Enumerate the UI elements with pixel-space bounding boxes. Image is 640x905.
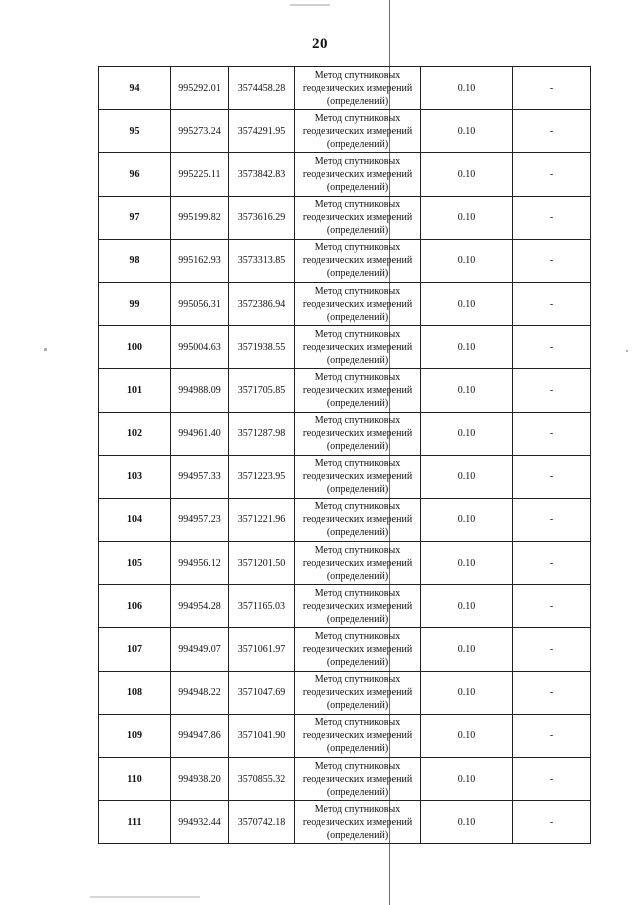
point-number-cell: 100 <box>99 326 171 369</box>
y-coordinate-cell: 3571061.97 <box>229 628 295 671</box>
method-line: геодезических измерений <box>302 384 413 396</box>
method-line: Метод спутниковых <box>314 803 401 815</box>
accuracy-cell: 0.10 <box>421 196 513 239</box>
accuracy-cell: 0.10 <box>421 628 513 671</box>
method-cell <box>295 801 421 844</box>
table-row <box>99 801 591 844</box>
point-number-cell: 99 <box>99 282 171 325</box>
y-coordinate-cell: 3571938.55 <box>229 326 295 369</box>
table-row <box>99 369 591 412</box>
method-line: геодезических измерений <box>302 341 413 353</box>
note-cell: - <box>513 628 591 671</box>
accuracy-cell: 0.10 <box>421 369 513 412</box>
point-number-cell: 104 <box>99 498 171 541</box>
x-coordinate-cell: 995004.63 <box>171 326 229 369</box>
y-coordinate-cell: 3572386.94 <box>229 282 295 325</box>
accuracy-cell: 0.10 <box>421 412 513 455</box>
y-coordinate-cell: 3571705.85 <box>229 369 295 412</box>
x-coordinate-cell: 995273.24 <box>171 110 229 153</box>
accuracy-cell: 0.10 <box>421 758 513 801</box>
method-line: Метод спутниковых <box>314 501 401 513</box>
table-row <box>99 542 591 585</box>
scan-speck <box>90 896 200 898</box>
method-line: Метод спутниковых <box>314 199 401 211</box>
x-coordinate-cell: 995056.31 <box>171 282 229 325</box>
method-line: Метод спутниковых <box>314 587 401 599</box>
method-line: геодезических измерений <box>302 255 413 267</box>
note-cell: - <box>513 196 591 239</box>
y-coordinate-cell: 3571221.96 <box>229 498 295 541</box>
point-number-cell: 94 <box>99 67 171 110</box>
point-number-cell: 103 <box>99 455 171 498</box>
table-row <box>99 110 591 153</box>
method-line: (определений) <box>326 268 389 280</box>
x-coordinate-cell: 994947.86 <box>171 714 229 757</box>
method-cell <box>295 239 421 282</box>
note-cell: - <box>513 758 591 801</box>
note-cell: - <box>513 110 591 153</box>
accuracy-cell: 0.10 <box>421 282 513 325</box>
y-coordinate-cell: 3573616.29 <box>229 196 295 239</box>
note-cell: - <box>513 369 591 412</box>
method-line: Метод спутниковых <box>314 760 401 772</box>
method-line: (определений) <box>326 484 389 496</box>
method-line: геодезических измерений <box>302 730 413 742</box>
method-line: (определений) <box>326 527 389 539</box>
x-coordinate-cell: 995162.93 <box>171 239 229 282</box>
method-cell <box>295 628 421 671</box>
method-cell <box>295 282 421 325</box>
note-cell: - <box>513 542 591 585</box>
x-coordinate-cell: 994957.23 <box>171 498 229 541</box>
point-number-cell: 97 <box>99 196 171 239</box>
accuracy-cell: 0.10 <box>421 542 513 585</box>
y-coordinate-cell: 3571201.50 <box>229 542 295 585</box>
x-coordinate-cell: 994961.40 <box>171 412 229 455</box>
x-coordinate-cell: 994932.44 <box>171 801 229 844</box>
note-cell: - <box>513 67 591 110</box>
method-line: геодезических измерений <box>302 514 413 526</box>
accuracy-cell: 0.10 <box>421 585 513 628</box>
method-line: геодезических измерений <box>302 428 413 440</box>
accuracy-cell: 0.10 <box>421 455 513 498</box>
accuracy-cell: 0.10 <box>421 67 513 110</box>
note-cell: - <box>513 455 591 498</box>
note-cell: - <box>513 326 591 369</box>
point-number-cell: 98 <box>99 239 171 282</box>
method-cell <box>295 369 421 412</box>
method-line: (определений) <box>326 829 389 841</box>
method-line: (определений) <box>326 657 389 669</box>
method-line: (определений) <box>326 181 389 193</box>
method-cell <box>295 412 421 455</box>
method-line: геодезических измерений <box>302 168 413 180</box>
method-cell <box>295 714 421 757</box>
x-coordinate-cell: 994938.20 <box>171 758 229 801</box>
method-line: геодезических измерений <box>302 773 413 785</box>
y-coordinate-cell: 3570855.32 <box>229 758 295 801</box>
method-line: Метод спутниковых <box>314 674 401 686</box>
y-coordinate-cell: 3571223.95 <box>229 455 295 498</box>
method-line: геодезических измерений <box>302 600 413 612</box>
method-line: Метод спутниковых <box>314 371 401 383</box>
accuracy-cell: 0.10 <box>421 714 513 757</box>
scan-speck <box>626 350 628 352</box>
point-number-cell: 95 <box>99 110 171 153</box>
x-coordinate-cell: 995199.82 <box>171 196 229 239</box>
method-line: Метод спутниковых <box>314 69 401 81</box>
method-line: Метод спутниковых <box>314 458 401 470</box>
method-line: Метод спутниковых <box>314 242 401 254</box>
table-row <box>99 326 591 369</box>
method-cell <box>295 758 421 801</box>
method-cell <box>295 671 421 714</box>
point-number-cell: 108 <box>99 671 171 714</box>
method-line: Метод спутниковых <box>314 631 401 643</box>
method-cell <box>295 67 421 110</box>
accuracy-cell: 0.10 <box>421 498 513 541</box>
method-cell <box>295 585 421 628</box>
x-coordinate-cell: 995225.11 <box>171 153 229 196</box>
method-line: Метод спутниковых <box>314 717 401 729</box>
method-line: (определений) <box>326 441 389 453</box>
note-cell: - <box>513 153 591 196</box>
method-line: (определений) <box>326 570 389 582</box>
method-line: (определений) <box>326 95 389 107</box>
accuracy-cell: 0.10 <box>421 153 513 196</box>
method-line: (определений) <box>326 354 389 366</box>
point-number-cell: 106 <box>99 585 171 628</box>
y-coordinate-cell: 3573842.83 <box>229 153 295 196</box>
y-coordinate-cell: 3570742.18 <box>229 801 295 844</box>
method-line: геодезических измерений <box>302 125 413 137</box>
y-coordinate-cell: 3573313.85 <box>229 239 295 282</box>
table-row <box>99 282 591 325</box>
method-line: Метод спутниковых <box>314 544 401 556</box>
method-cell <box>295 542 421 585</box>
y-coordinate-cell: 3571041.90 <box>229 714 295 757</box>
method-line: Метод спутниковых <box>314 285 401 297</box>
method-line: Метод спутниковых <box>314 112 401 124</box>
point-number-cell: 101 <box>99 369 171 412</box>
scan-speck <box>44 348 47 351</box>
table-row <box>99 412 591 455</box>
method-cell <box>295 498 421 541</box>
table-row <box>99 585 591 628</box>
method-line: геодезических измерений <box>302 687 413 699</box>
x-coordinate-cell: 994957.33 <box>171 455 229 498</box>
table-row <box>99 671 591 714</box>
note-cell: - <box>513 801 591 844</box>
method-line: геодезических измерений <box>302 298 413 310</box>
method-line: (определений) <box>326 743 389 755</box>
scan-speck <box>290 4 330 6</box>
page-number: 20 <box>312 36 328 52</box>
y-coordinate-cell: 3571287.98 <box>229 412 295 455</box>
point-number-cell: 109 <box>99 714 171 757</box>
method-line: геодезических измерений <box>302 557 413 569</box>
table-row <box>99 628 591 671</box>
method-line: геодезических измерений <box>302 644 413 656</box>
method-line: (определений) <box>326 225 389 237</box>
method-cell <box>295 326 421 369</box>
x-coordinate-cell: 995292.01 <box>171 67 229 110</box>
point-number-cell: 107 <box>99 628 171 671</box>
method-cell <box>295 110 421 153</box>
y-coordinate-cell: 3574458.28 <box>229 67 295 110</box>
table-row <box>99 714 591 757</box>
accuracy-cell: 0.10 <box>421 110 513 153</box>
x-coordinate-cell: 994988.09 <box>171 369 229 412</box>
coordinates-table <box>98 66 591 844</box>
x-coordinate-cell: 994954.28 <box>171 585 229 628</box>
method-line: геодезических измерений <box>302 212 413 224</box>
method-line: геодезических измерений <box>302 471 413 483</box>
note-cell: - <box>513 498 591 541</box>
table-row <box>99 758 591 801</box>
note-cell: - <box>513 412 591 455</box>
method-line: (определений) <box>326 613 389 625</box>
method-line: (определений) <box>326 311 389 323</box>
point-number-cell: 110 <box>99 758 171 801</box>
method-line: (определений) <box>326 397 389 409</box>
method-line: Метод спутниковых <box>314 328 401 340</box>
point-number-cell: 111 <box>99 801 171 844</box>
y-coordinate-cell: 3574291.95 <box>229 110 295 153</box>
method-cell <box>295 196 421 239</box>
y-coordinate-cell: 3571047.69 <box>229 671 295 714</box>
x-coordinate-cell: 994949.07 <box>171 628 229 671</box>
accuracy-cell: 0.10 <box>421 801 513 844</box>
y-coordinate-cell: 3571165.03 <box>229 585 295 628</box>
method-cell <box>295 455 421 498</box>
note-cell: - <box>513 282 591 325</box>
method-line: (определений) <box>326 138 389 150</box>
x-coordinate-cell: 994956.12 <box>171 542 229 585</box>
table-row <box>99 196 591 239</box>
note-cell: - <box>513 585 591 628</box>
accuracy-cell: 0.10 <box>421 326 513 369</box>
accuracy-cell: 0.10 <box>421 239 513 282</box>
table-row <box>99 153 591 196</box>
method-cell <box>295 153 421 196</box>
method-line: Метод спутниковых <box>314 415 401 427</box>
point-number-cell: 102 <box>99 412 171 455</box>
table-row <box>99 455 591 498</box>
method-line: геодезических измерений <box>302 82 413 94</box>
note-cell: - <box>513 714 591 757</box>
table-row <box>99 239 591 282</box>
method-line: Метод спутниковых <box>314 155 401 167</box>
method-line: (определений) <box>326 700 389 712</box>
table-row <box>99 498 591 541</box>
note-cell: - <box>513 671 591 714</box>
method-line: (определений) <box>326 786 389 798</box>
x-coordinate-cell: 994948.22 <box>171 671 229 714</box>
accuracy-cell: 0.10 <box>421 671 513 714</box>
point-number-cell: 105 <box>99 542 171 585</box>
table-row <box>99 67 591 110</box>
note-cell: - <box>513 239 591 282</box>
point-number-cell: 96 <box>99 153 171 196</box>
method-line: геодезических измерений <box>302 816 413 828</box>
